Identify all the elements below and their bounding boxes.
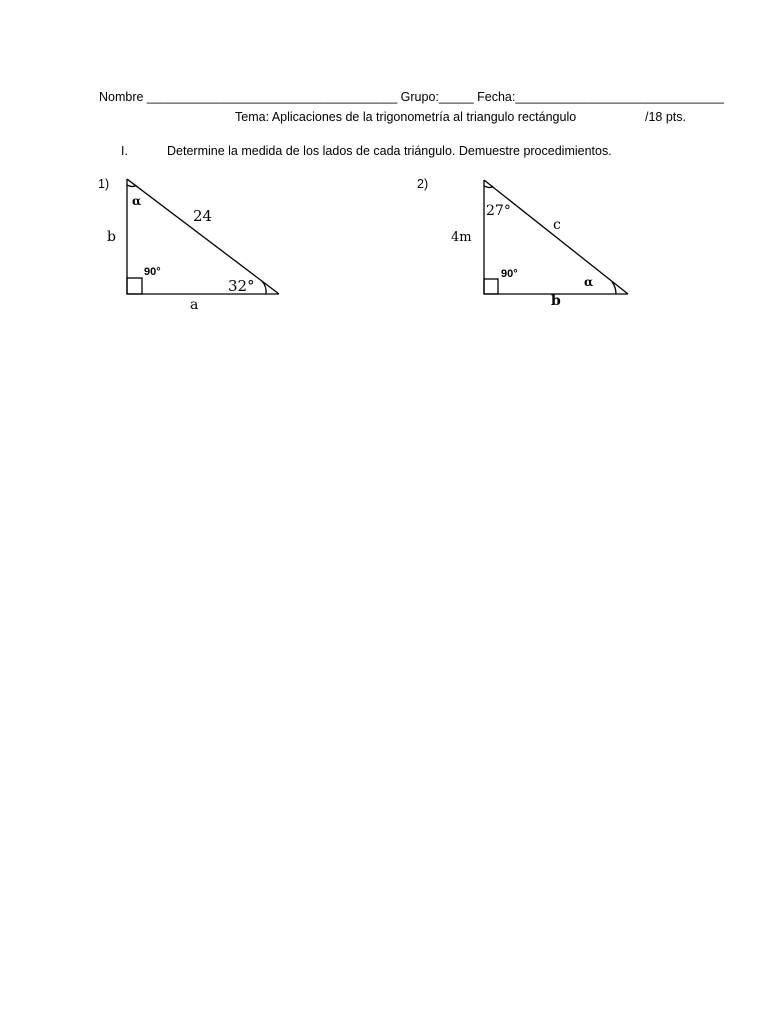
triangle-1-bottom-side: a	[190, 297, 199, 313]
triangle-1-bottom-angle: 32°	[228, 277, 255, 295]
triangle-1-top-angle: α	[132, 194, 142, 208]
triangle-2-bottom-angle: α	[584, 275, 594, 289]
triangle-2-left-side: 4m	[451, 230, 472, 245]
total-points: /18 pts.	[645, 110, 686, 124]
triangle-1-left-side: b	[107, 229, 116, 245]
triangle-2-right-angle: 90°	[501, 268, 518, 280]
triangle-1-right-angle: 90°	[144, 266, 161, 278]
topic-title: Tema: Aplicaciones de la trigonometría al triangulo rectángulo	[235, 110, 577, 124]
problem-2-number: 2)	[417, 177, 429, 191]
header-name-line: Nombre ____________________________________ Grupo:_____ Fecha:______________________________	[99, 90, 724, 104]
triangle-2-top-angle: 27°	[486, 203, 511, 219]
triangle-2-hypotenuse: c	[553, 217, 561, 233]
section-numeral: I.	[121, 144, 128, 158]
triangle-1-hypotenuse: 24	[193, 207, 213, 225]
triangle-2-bottom-side: b	[551, 293, 561, 309]
section-instruction: Determine la medida de los lados de cada triángulo. Demuestre procedimientos.	[167, 144, 612, 158]
problem-1-number: 1)	[98, 177, 110, 191]
triangle-2-right-angle-mark	[484, 279, 498, 294]
